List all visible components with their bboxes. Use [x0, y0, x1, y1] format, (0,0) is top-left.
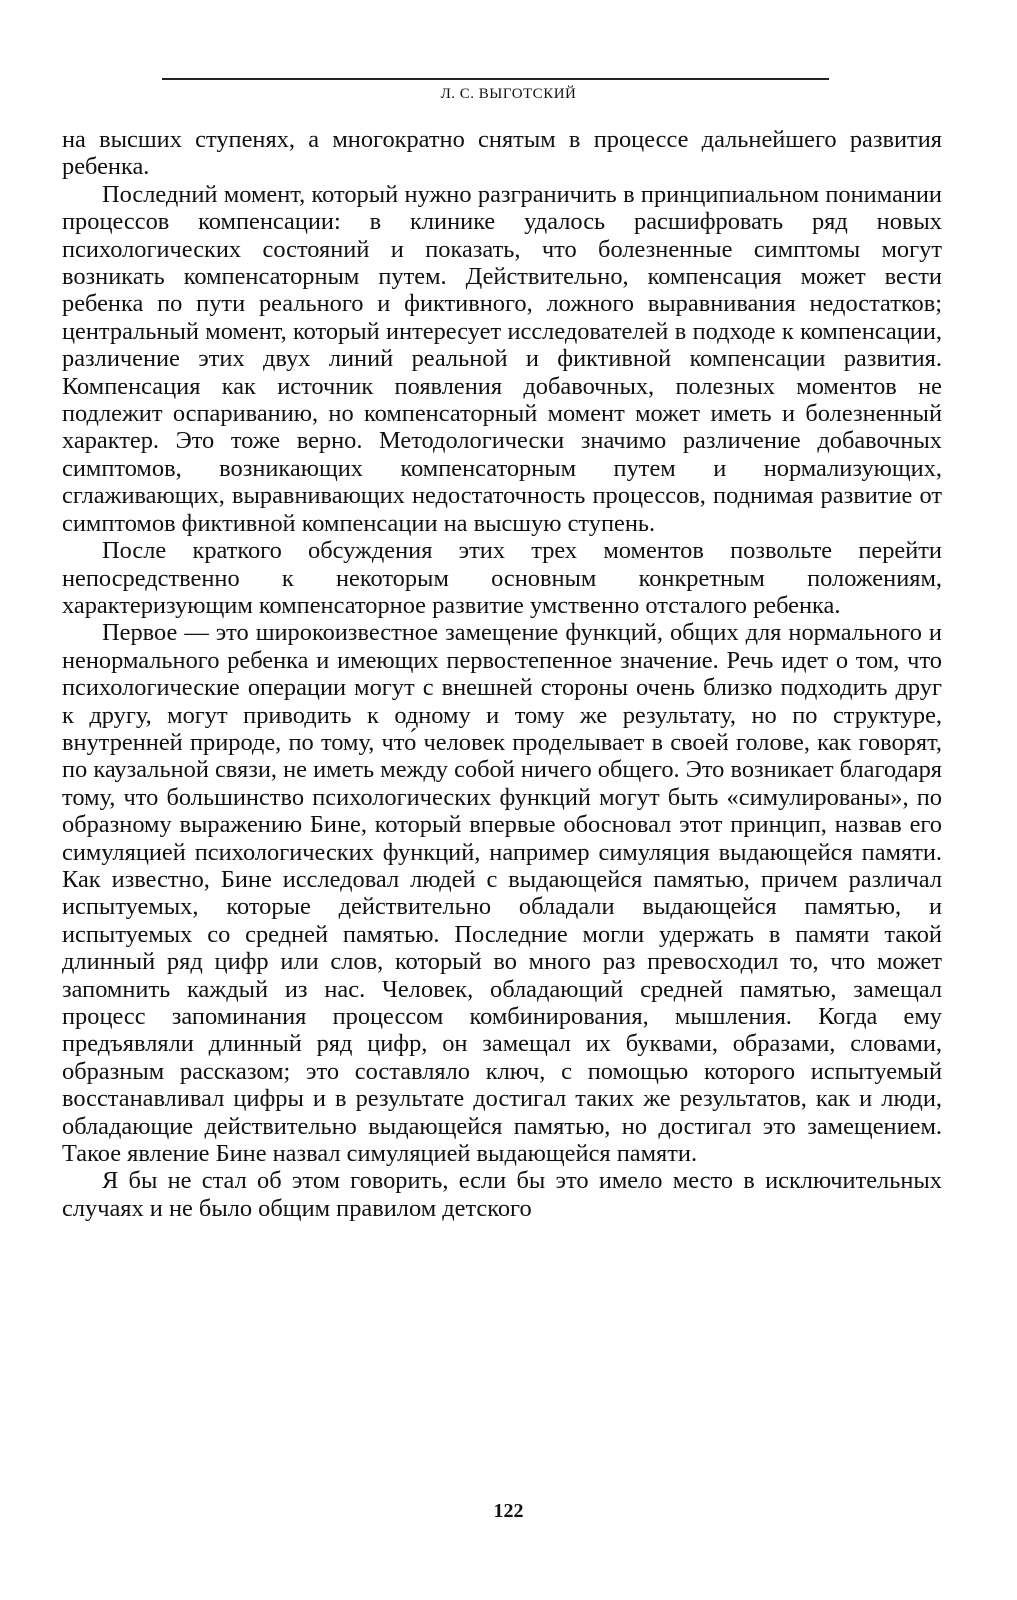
paragraph-continuation: на высших ступенях, а многократно снятым в процессе дальнейшего развития ребенка.	[62, 126, 942, 181]
page-number: 122	[493, 1500, 524, 1522]
paragraph: Первое — это широкоизвестное замещение функций, общих для нормального и ненормального ребенка и имеющих первостепенное значение. Речь идет о том, что психологические операции могут с внешней стороны очень близко подходить друг к другу, могут приводить к одному и тому же результату, но по структуре, внутренней природе, по тому, что́ человек проделывает в своей голове, как говорят, по каузальной связи, не иметь между собой ничего общего. Это возникает благодаря тому, что большинство психологических функций могут быть «симулированы», по образному выражению Бине, который впервые обосновал этот принцип, назвав его симуляцией психологических функций, например симуляция выдающейся памяти. Как известно, Бине исследовал людей с выдающейся памятью, причем различал испытуемых, которые действительно обладали выдающейся памятью, и испытуемых со средней памятью. Последние могли удержать в памяти такой длинный ряд цифр или слов, который во много раз превосходил то, что может запомнить каждый из нас. Человек, обладающий средней памятью, замещал процесс запоминания процессом комбинирования, мышления. Когда ему предъявляли длинный ряд цифр, он замещал их буквами, образами, словами, образным рассказом; это составляло ключ, с помощью которого испытуемый восстанавливал цифры и в результате достигал таких же результатов, как и люди, обладающие действительно выдающейся памятью, но достигал это замещением. Такое явление Бине назвал симуляцией выдающейся памяти.	[62, 619, 942, 1168]
paragraph: Последний момент, который нужно разграничить в принципиальном понимании процессов компенсации: в клинике удалось расшифровать ряд новых психологических состояний и показать, что болезненные симптомы могут возникать компенсаторным путем. Действительно, компенсация может вести ребенка по пути реального и фиктивного, ложного выравнивания недостатков; центральный момент, который интересует исследователей в подходе к компенсации, различение этих двух линий реальной и фиктивной компенсации развития. Компенсация как источник появления добавочных, полезных моментов не подлежит оспариванию, но компенсаторный момент может иметь и болезненный характер. Это тоже верно. Методологически значимо различение добавочных симптомов, возникающих компенсаторным путем и нормализующих, сглаживающих, выравнивающих недостаточность процессов, поднимая развитие от симптомов фиктивной компенсации на высшую ступень.	[62, 180, 942, 537]
paragraph: Я бы не стал об этом говорить, если бы это имело место в исключительных случаях и не было общим правилом детского	[62, 1167, 942, 1222]
running-header: Л. С. ВЫГОТСКИЙ	[440, 86, 577, 102]
header-rule	[162, 78, 829, 80]
paragraph: После краткого обсуждения этих трех моментов позвольте перейти непосредственно к некоторым основным конкретным положениям, характеризующим компенсаторное развитие умственно отсталого ребенка.	[62, 537, 942, 619]
body-text	[62, 126, 942, 1222]
